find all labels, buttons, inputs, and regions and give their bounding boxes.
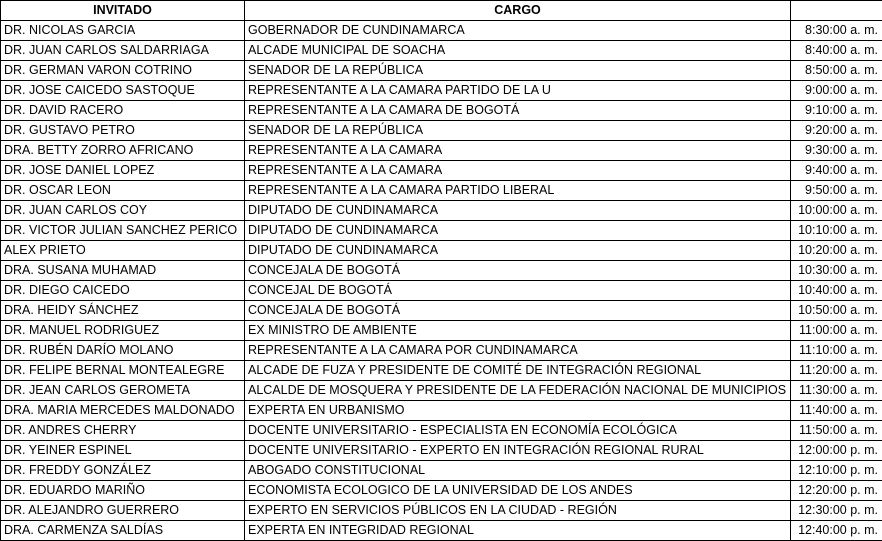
table-row bbox=[1, 381, 882, 401]
cell-invitado[interactable]: DR. NICOLAS GARCIA bbox=[1, 21, 245, 41]
cell-invitado[interactable]: DR. JOSE DANIEL LOPEZ bbox=[1, 161, 245, 181]
table-row bbox=[1, 201, 882, 221]
cell-invitado[interactable]: DR. EDUARDO MARIÑO bbox=[1, 481, 245, 501]
cell-invitado[interactable]: DRA. BETTY ZORRO AFRICANO bbox=[1, 141, 245, 161]
cell-hora[interactable]: 11:00:00 a. m. bbox=[791, 321, 882, 341]
cell-hora[interactable]: 9:20:00 a. m. bbox=[791, 121, 882, 141]
cell-cargo[interactable]: GOBERNADOR DE CUNDINAMARCA bbox=[245, 21, 791, 41]
cell-invitado[interactable]: DRA. HEIDY SÁNCHEZ bbox=[1, 301, 245, 321]
table-row bbox=[1, 161, 882, 181]
cell-hora[interactable]: 12:10:00 p. m. bbox=[791, 461, 882, 481]
table-row bbox=[1, 401, 882, 421]
table-row bbox=[1, 181, 882, 201]
table-row bbox=[1, 301, 882, 321]
table-row bbox=[1, 421, 882, 441]
cell-invitado[interactable]: DR. DIEGO CAICEDO bbox=[1, 281, 245, 301]
cell-hora[interactable]: 12:30:00 p. m. bbox=[791, 501, 882, 521]
cell-cargo[interactable]: REPRESENTANTE A LA CAMARA DE BOGOTÁ bbox=[245, 101, 791, 121]
table-row bbox=[1, 81, 882, 101]
cell-cargo[interactable]: CONCEJALA DE BOGOTÁ bbox=[245, 301, 791, 321]
table-row bbox=[1, 221, 882, 241]
cell-hora[interactable]: 12:20:00 p. m. bbox=[791, 481, 882, 501]
cell-hora[interactable]: 9:10:00 a. m. bbox=[791, 101, 882, 121]
cell-hora[interactable]: 10:10:00 a. m. bbox=[791, 221, 882, 241]
table-row bbox=[1, 241, 882, 261]
cell-cargo[interactable]: REPRESENTANTE A LA CAMARA PARTIDO DE LA U bbox=[245, 81, 791, 101]
table-row bbox=[1, 321, 882, 341]
cell-cargo[interactable]: DOCENTE UNIVERSITARIO - ESPECIALISTA EN ECONOMÍA ECOLÓGICA bbox=[245, 421, 791, 441]
cell-hora[interactable]: 9:40:00 a. m. bbox=[791, 161, 882, 181]
cell-hora[interactable]: 11:20:00 a. m. bbox=[791, 361, 882, 381]
cell-cargo[interactable]: ALCADE DE FUZA Y PRESIDENTE DE COMITÉ DE INTEGRACIÓN REGIONAL bbox=[245, 361, 791, 381]
table-row bbox=[1, 281, 882, 301]
cell-hora[interactable]: 10:00:00 a. m. bbox=[791, 201, 882, 221]
cell-invitado[interactable]: DR. MANUEL RODRIGUEZ bbox=[1, 321, 245, 341]
cell-cargo[interactable]: SENADOR DE LA REPÚBLICA bbox=[245, 61, 791, 81]
cell-invitado[interactable]: DR. FREDDY GONZÁLEZ bbox=[1, 461, 245, 481]
cell-hora[interactable]: 9:50:00 a. m. bbox=[791, 181, 882, 201]
cell-hora[interactable]: 8:40:00 a. m. bbox=[791, 41, 882, 61]
cell-hora[interactable]: 12:00:00 p. m. bbox=[791, 441, 882, 461]
cell-invitado[interactable]: DRA. CARMENZA SALDÍAS bbox=[1, 521, 245, 541]
cell-cargo[interactable]: DIPUTADO DE CUNDINAMARCA bbox=[245, 201, 791, 221]
table-row bbox=[1, 121, 882, 141]
cell-hora[interactable]: 11:40:00 a. m. bbox=[791, 401, 882, 421]
table-row bbox=[1, 441, 882, 461]
cell-invitado[interactable]: DR. ALEJANDRO GUERRERO bbox=[1, 501, 245, 521]
cell-invitado[interactable]: DR. GUSTAVO PETRO bbox=[1, 121, 245, 141]
cell-invitado[interactable]: DR. RUBÉN DARÍO MOLANO bbox=[1, 341, 245, 361]
cell-invitado[interactable]: DR. FELIPE BERNAL MONTEALEGRE bbox=[1, 361, 245, 381]
cell-invitado[interactable]: DR. GERMAN VARON COTRINO bbox=[1, 61, 245, 81]
table-row bbox=[1, 261, 882, 281]
cell-invitado[interactable]: DRA. MARIA MERCEDES MALDONADO bbox=[1, 401, 245, 421]
table-row bbox=[1, 521, 882, 541]
header-hora[interactable] bbox=[791, 1, 882, 21]
cell-cargo[interactable]: ALCALDE DE MOSQUERA Y PRESIDENTE DE LA FEDERACIÓN NACIONAL DE MUNICIPIOS bbox=[245, 381, 791, 401]
cell-cargo[interactable]: CONCEJALA DE BOGOTÁ bbox=[245, 261, 791, 281]
table-row bbox=[1, 481, 882, 501]
cell-hora[interactable]: 11:50:00 a. m. bbox=[791, 421, 882, 441]
table-row bbox=[1, 141, 882, 161]
table-row bbox=[1, 41, 882, 61]
cell-hora[interactable]: 8:30:00 a. m. bbox=[791, 21, 882, 41]
cell-invitado[interactable]: DR. ANDRES CHERRY bbox=[1, 421, 245, 441]
cell-cargo[interactable]: CONCEJAL DE BOGOTÁ bbox=[245, 281, 791, 301]
cell-cargo[interactable]: DIPUTADO DE CUNDINAMARCA bbox=[245, 221, 791, 241]
cell-cargo[interactable]: REPRESENTANTE A LA CAMARA POR CUNDINAMARCA bbox=[245, 341, 791, 361]
cell-cargo[interactable]: ALCADE MUNICIPAL DE SOACHA bbox=[245, 41, 791, 61]
cell-invitado[interactable]: DR. JEAN CARLOS GEROMETA bbox=[1, 381, 245, 401]
cell-invitado[interactable]: ALEX PRIETO bbox=[1, 241, 245, 261]
cell-invitado[interactable]: DR. DAVID RACERO bbox=[1, 101, 245, 121]
cell-cargo[interactable]: REPRESENTANTE A LA CAMARA bbox=[245, 141, 791, 161]
cell-cargo[interactable]: EXPERTA EN INTEGRIDAD REGIONAL bbox=[245, 521, 791, 541]
cell-cargo[interactable]: ECONOMISTA ECOLOGICO DE LA UNIVERSIDAD DE LOS ANDES bbox=[245, 481, 791, 501]
cell-invitado[interactable]: DRA. SUSANA MUHAMAD bbox=[1, 261, 245, 281]
cell-hora[interactable]: 10:30:00 a. m. bbox=[791, 261, 882, 281]
cell-cargo[interactable]: DOCENTE UNIVERSITARIO - EXPERTO EN INTEGRACIÓN REGIONAL RURAL bbox=[245, 441, 791, 461]
cell-hora[interactable]: 8:50:00 a. m. bbox=[791, 61, 882, 81]
cell-cargo[interactable]: DIPUTADO DE CUNDINAMARCA bbox=[245, 241, 791, 261]
cell-hora[interactable]: 10:50:00 a. m. bbox=[791, 301, 882, 321]
cell-hora[interactable]: 10:40:00 a. m. bbox=[791, 281, 882, 301]
cell-cargo[interactable]: ABOGADO CONSTITUCIONAL bbox=[245, 461, 791, 481]
cell-hora[interactable]: 11:10:00 a. m. bbox=[791, 341, 882, 361]
table-row bbox=[1, 21, 882, 41]
cell-invitado[interactable]: DR. YEINER ESPINEL bbox=[1, 441, 245, 461]
cell-cargo[interactable]: REPRESENTANTE A LA CAMARA PARTIDO LIBERAL bbox=[245, 181, 791, 201]
cell-invitado[interactable]: DR. JUAN CARLOS SALDARRIAGA bbox=[1, 41, 245, 61]
header-invitado[interactable]: INVITADO bbox=[1, 1, 245, 21]
cell-cargo[interactable]: SENADOR DE LA REPÚBLICA bbox=[245, 121, 791, 141]
table-row bbox=[1, 341, 882, 361]
cell-hora[interactable]: 11:30:00 a. m. bbox=[791, 381, 882, 401]
cell-hora[interactable]: 12:40:00 p. m. bbox=[791, 521, 882, 541]
table-row bbox=[1, 61, 882, 81]
header-cargo[interactable]: CARGO bbox=[245, 1, 791, 21]
table-row bbox=[1, 361, 882, 381]
header-row bbox=[1, 1, 882, 21]
cell-cargo[interactable]: EX MINISTRO DE AMBIENTE bbox=[245, 321, 791, 341]
cell-hora[interactable]: 10:20:00 a. m. bbox=[791, 241, 882, 261]
cell-invitado[interactable]: DR. JUAN CARLOS COY bbox=[1, 201, 245, 221]
cell-invitado[interactable]: DR. OSCAR LEON bbox=[1, 181, 245, 201]
cell-invitado[interactable]: DR. VICTOR JULIAN SANCHEZ PERICO bbox=[1, 221, 245, 241]
table-row bbox=[1, 461, 882, 481]
cell-hora[interactable]: 9:00:00 a. m. bbox=[791, 81, 882, 101]
table-row bbox=[1, 101, 882, 121]
table-row bbox=[1, 501, 882, 521]
cell-cargo[interactable]: EXPERTO EN SERVICIOS PÚBLICOS EN LA CIUDAD - REGIÓN bbox=[245, 501, 791, 521]
cell-invitado[interactable]: DR. JOSE CAICEDO SASTOQUE bbox=[1, 81, 245, 101]
cell-cargo[interactable]: REPRESENTANTE A LA CAMARA bbox=[245, 161, 791, 181]
table-body bbox=[1, 21, 882, 541]
cell-hora[interactable]: 9:30:00 a. m. bbox=[791, 141, 882, 161]
cell-cargo[interactable]: EXPERTA EN URBANISMO bbox=[245, 401, 791, 421]
